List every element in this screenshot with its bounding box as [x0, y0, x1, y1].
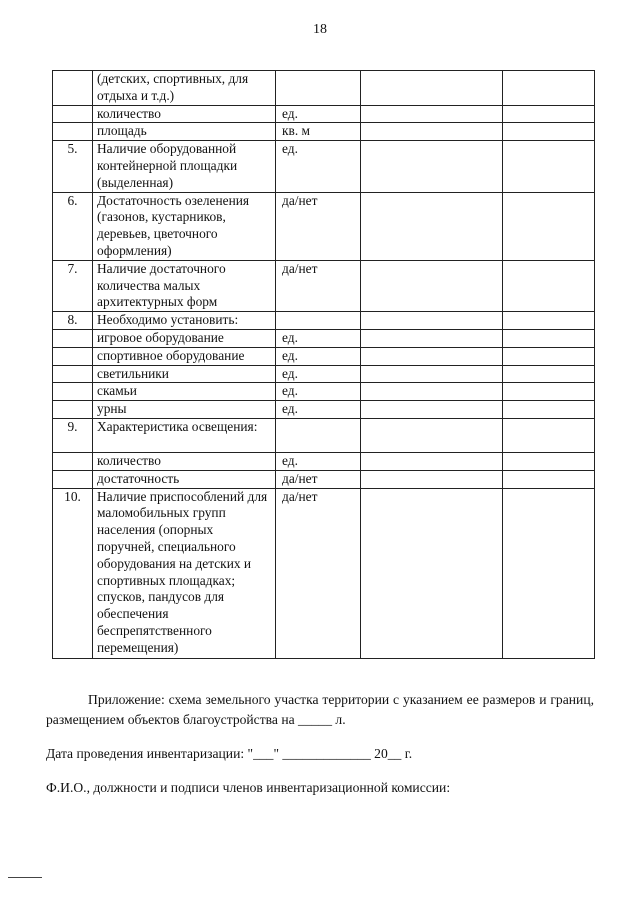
table-row: [53, 123, 595, 141]
empty-cell: [503, 347, 595, 365]
row-unit: да/нет: [276, 488, 361, 658]
table-row: [53, 71, 595, 106]
row-number: 9.: [53, 418, 93, 452]
row-unit: ед.: [276, 141, 361, 192]
row-indicator-name: площадь: [93, 123, 276, 141]
empty-cell: [503, 105, 595, 123]
row-unit: ед.: [276, 401, 361, 419]
row-indicator-name: (детских, спортивных, для отдыха и т.д.): [93, 71, 276, 106]
empty-cell: [503, 383, 595, 401]
row-number: [53, 347, 93, 365]
empty-cell: [361, 452, 503, 470]
table-row: [53, 488, 595, 658]
row-unit: кв. м: [276, 123, 361, 141]
table-row: [53, 470, 595, 488]
row-number: 8.: [53, 312, 93, 330]
row-indicator-name: Характеристика освещения:: [93, 418, 276, 452]
empty-cell: [503, 123, 595, 141]
row-indicator-name: скамьи: [93, 383, 276, 401]
empty-cell: [361, 260, 503, 311]
table-row: [53, 141, 595, 192]
table-row: [53, 347, 595, 365]
row-indicator-name: Наличие достаточного количества малых архитектурных форм: [93, 260, 276, 311]
row-number: [53, 71, 93, 106]
table-row: [53, 312, 595, 330]
empty-cell: [503, 452, 595, 470]
empty-cell: [361, 347, 503, 365]
commission-signatures-line: Ф.И.О., должности и подписи членов инвентаризационной комиссии:: [46, 780, 451, 795]
row-number: [53, 105, 93, 123]
row-indicator-name: спортивное оборудование: [93, 347, 276, 365]
row-number: [53, 401, 93, 419]
empty-cell: [361, 418, 503, 452]
empty-cell: [503, 192, 595, 260]
table-row: [53, 452, 595, 470]
empty-cell: [361, 105, 503, 123]
empty-cell: [361, 312, 503, 330]
empty-cell: [361, 365, 503, 383]
appendix-note: Приложение: схема земельного участка территории с указанием ее размеров и границ, размещением объектов благоустройства на _____ л.: [46, 692, 594, 727]
empty-cell: [503, 401, 595, 419]
row-indicator-name: игровое оборудование: [93, 329, 276, 347]
row-number: 10.: [53, 488, 93, 658]
empty-cell: [361, 123, 503, 141]
row-number: 5.: [53, 141, 93, 192]
row-unit: [276, 71, 361, 106]
empty-cell: [503, 418, 595, 452]
row-number: [53, 470, 93, 488]
empty-cell: [503, 312, 595, 330]
table-row: [53, 329, 595, 347]
empty-cell: [503, 329, 595, 347]
empty-cell: [503, 260, 595, 311]
empty-cell: [361, 71, 503, 106]
row-unit: да/нет: [276, 470, 361, 488]
row-unit: ед.: [276, 329, 361, 347]
row-indicator-name: достаточность: [93, 470, 276, 488]
row-number: 7.: [53, 260, 93, 311]
row-unit: [276, 312, 361, 330]
row-indicator-name: количество: [93, 452, 276, 470]
empty-cell: [361, 488, 503, 658]
table-row: [53, 105, 595, 123]
empty-cell: [361, 470, 503, 488]
row-indicator-name: Необходимо установить:: [93, 312, 276, 330]
table-row: [53, 365, 595, 383]
inventory-date-line: Дата проведения инвентаризации: "___" _____________ 20__ г.: [46, 746, 413, 761]
row-unit: ед.: [276, 105, 361, 123]
row-unit: да/нет: [276, 260, 361, 311]
empty-cell: [361, 192, 503, 260]
row-indicator-name: Достаточность озеленения (газонов, кустарников, деревьев, цветочного оформления): [93, 192, 276, 260]
table-row: [53, 192, 595, 260]
table-row: [53, 260, 595, 311]
empty-cell: [361, 383, 503, 401]
empty-cell: [503, 141, 595, 192]
empty-cell: [503, 365, 595, 383]
empty-cell: [361, 401, 503, 419]
row-unit: ед.: [276, 347, 361, 365]
row-indicator-name: светильники: [93, 365, 276, 383]
table-row: [53, 401, 595, 419]
empty-cell: [361, 329, 503, 347]
table-row: [53, 383, 595, 401]
footer-rule: [8, 877, 42, 878]
row-indicator-name: количество: [93, 105, 276, 123]
row-indicator-name: Наличие оборудованной контейнерной площадки (выделенная): [93, 141, 276, 192]
inventory-table: [52, 70, 595, 659]
empty-cell: [503, 470, 595, 488]
row-indicator-name: Наличие приспособлений для маломобильных групп населения (опорных поручней, специального оборудования на детских и спортивных площадках; спусков, пандусов для обеспечения беспрепятственного перемещения): [93, 488, 276, 658]
row-number: [53, 123, 93, 141]
row-unit: да/нет: [276, 192, 361, 260]
empty-cell: [503, 71, 595, 106]
row-number: [53, 365, 93, 383]
row-number: 6.: [53, 192, 93, 260]
row-unit: ед.: [276, 452, 361, 470]
row-indicator-name: урны: [93, 401, 276, 419]
empty-cell: [361, 141, 503, 192]
row-unit: [276, 418, 361, 452]
row-unit: ед.: [276, 383, 361, 401]
row-number: [53, 383, 93, 401]
row-number: [53, 452, 93, 470]
row-unit: ед.: [276, 365, 361, 383]
page-number: 18: [313, 22, 327, 37]
row-number: [53, 329, 93, 347]
table-row: [53, 418, 595, 452]
empty-cell: [503, 488, 595, 658]
